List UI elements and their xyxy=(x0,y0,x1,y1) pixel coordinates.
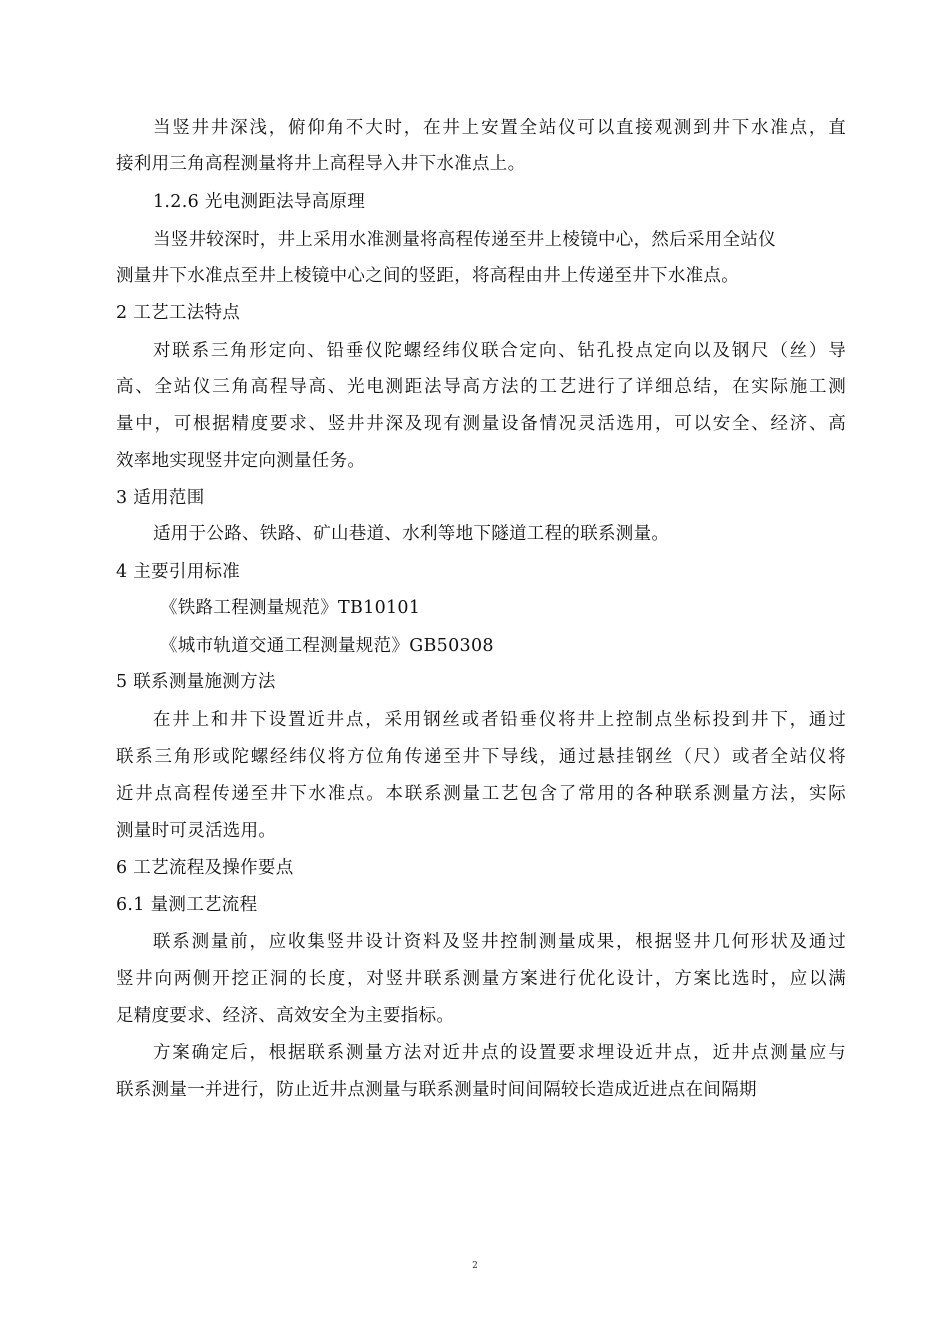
paragraph-5-line-2: 联系三角形或陀螺经纬仪将方位角传递至井下导线，通过悬挂钢丝（尺）或者全站仪将 xyxy=(116,747,846,767)
paragraph-3-line-3: 量中，可根据精度要求、竖井井深及现有测量设备情况灵活选用，可以安全、经济、高 xyxy=(116,414,846,434)
paragraph-3-line-4: 效率地实现竖井定向测量任务。 xyxy=(116,451,366,471)
paragraph-2-line-2: 测量井下水准点至井上棱镜中心之间的竖距，将高程由井上传递至井下水准点。 xyxy=(116,266,739,286)
paragraph-6-line-3: 足精度要求、经济、高效安全为主要指标。 xyxy=(116,1006,455,1026)
heading-6: 6 工艺流程及操作要点 xyxy=(116,858,294,878)
standard-1: 《铁路工程测量规范》TB10101 xyxy=(160,598,421,618)
paragraph-1-line-1: 当竖井井深浅，俯仰角不大时，在井上安置全站仪可以直接观测到井下水准点，直 xyxy=(153,118,846,138)
standard-2: 《城市轨道交通工程测量规范》GB50308 xyxy=(160,636,494,656)
heading-3: 3 适用范围 xyxy=(116,488,205,508)
heading-2: 2 工艺工法特点 xyxy=(116,303,241,323)
heading-5: 5 联系测量施测方法 xyxy=(116,672,276,692)
paragraph-7-line-2: 联系测量一并进行，防止近井点测量与联系测量时间间隔较长造成近进点在间隔期 xyxy=(116,1080,757,1100)
paragraph-5-line-1: 在井上和井下设置近井点，采用钢丝或者铅垂仪将井上控制点坐标投到井下，通过 xyxy=(153,710,846,730)
page-number: 2 xyxy=(472,1261,478,1271)
paragraph-6-line-1: 联系测量前，应收集竖井设计资料及竖井控制测量成果，根据竖井几何形状及通过 xyxy=(153,932,846,952)
paragraph-6-line-2: 竖井向两侧开挖正洞的长度，对竖井联系测量方案进行优化设计，方案比选时，应以满 xyxy=(116,969,846,989)
paragraph-5-line-3: 近井点高程传递至井下水准点。本联系测量工艺包含了常用的各种联系测量方法，实际 xyxy=(116,784,846,804)
paragraph-1-line-2: 接利用三角高程测量将井上高程导入井下水准点上。 xyxy=(116,154,526,174)
paragraph-5-line-4: 测量时可灵活选用。 xyxy=(116,821,277,841)
heading-6-1: 6.1 量测工艺流程 xyxy=(116,895,258,915)
paragraph-3-line-2: 高、全站仪三角高程导高、光电测距法导高方法的工艺进行了详细总结，在实际施工测 xyxy=(116,377,846,397)
paragraph-3-line-1: 对联系三角形定向、铅垂仪陀螺经纬仪联合定向、钻孔投点定向以及钢尺（丝）导 xyxy=(153,341,846,361)
heading-1-2-6: 1.2.6 光电测距法导高原理 xyxy=(153,192,366,212)
heading-4: 4 主要引用标准 xyxy=(116,562,241,582)
paragraph-2-line-1: 当竖井较深时，井上采用水准测量将高程传递至井上棱镜中心，然后采用全站仪 xyxy=(153,230,776,250)
paragraph-4: 适用于公路、铁路、矿山巷道、水利等地下隧道工程的联系测量。 xyxy=(153,524,670,544)
paragraph-7-line-1: 方案确定后，根据联系测量方法对近井点的设置要求埋设近井点，近井点测量应与 xyxy=(153,1043,846,1063)
